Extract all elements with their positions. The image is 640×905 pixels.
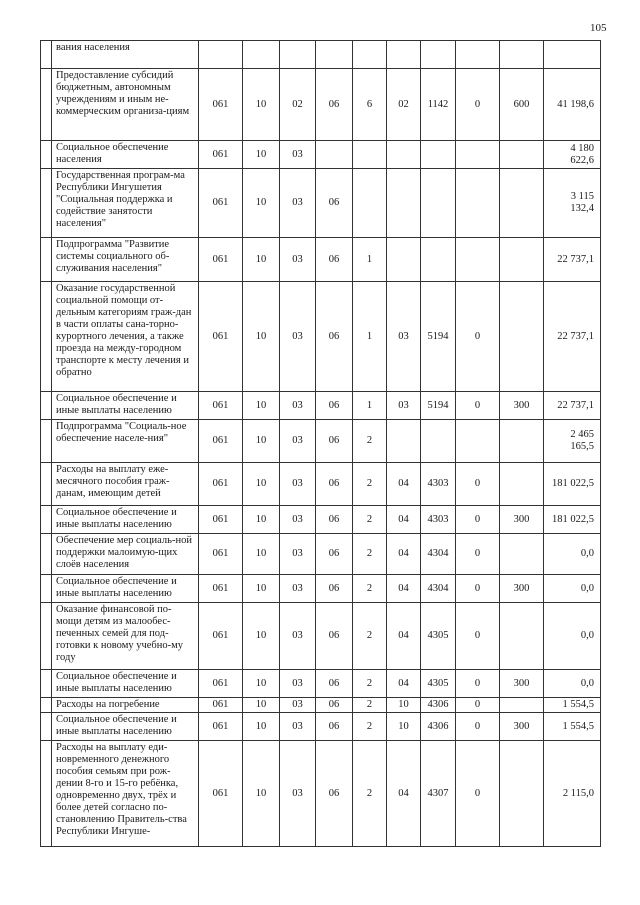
code-cell-c4: 06 [316, 392, 353, 420]
row-name: Социальное обеспечение и иные выплаты населению [52, 713, 199, 741]
row-name: Социальное обеспечение и иные выплаты населению [52, 670, 199, 698]
code-cell-c5: 2 [353, 603, 387, 670]
row-marker-cell [41, 670, 52, 698]
row-name: Социальное обеспечение и иные выплаты населению [52, 575, 199, 603]
row-name: Государственная програм-ма Республики Ингушетия "Социальная поддержка и содействие занятости населения" [52, 169, 199, 238]
code-cell-c3: 03 [280, 463, 316, 506]
code-cell-c6: 10 [387, 698, 421, 713]
code-cell-c5: 1 [353, 238, 387, 282]
code-cell-c9: 600 [500, 69, 544, 141]
code-cell-c7: 4304 [421, 534, 456, 575]
code-cell-c8: 0 [456, 603, 500, 670]
row-name: Обеспечение мер социаль-ной поддержки малоимую-щих слоёв населения [52, 534, 199, 575]
code-cell-c9: 300 [500, 575, 544, 603]
code-cell-c4: 06 [316, 420, 353, 463]
code-cell-c3: 03 [280, 534, 316, 575]
code-cell-c9 [500, 238, 544, 282]
row-name: Расходы на погребение [52, 698, 199, 713]
code-cell-c3: 03 [280, 392, 316, 420]
table-row [41, 603, 601, 670]
code-cell-c9 [500, 603, 544, 670]
code-cell-c2: 10 [243, 169, 280, 238]
code-cell-c2: 10 [243, 670, 280, 698]
code-cell-c9: 300 [500, 670, 544, 698]
code-cell-c9 [500, 741, 544, 847]
code-cell-c5: 2 [353, 741, 387, 847]
code-cell-c2: 10 [243, 282, 280, 392]
row-amount: 1 554,5 [544, 713, 601, 741]
code-cell-c3 [280, 41, 316, 69]
code-cell-c6: 04 [387, 463, 421, 506]
row-name: Предоставление субсидий бюджетным, автономным учреждениям и иным не-коммерческим организа-циям [52, 69, 199, 141]
code-cell-c5 [353, 41, 387, 69]
row-amount: 0,0 [544, 534, 601, 575]
code-cell-c7: 4306 [421, 698, 456, 713]
code-cell-c8 [456, 41, 500, 69]
row-name: Подпрограмма "Социаль-ное обеспечение населе-ния" [52, 420, 199, 463]
code-cell-c7 [421, 420, 456, 463]
code-cell-c1: 061 [199, 670, 243, 698]
budget-table [40, 40, 601, 847]
code-cell-c3: 03 [280, 420, 316, 463]
code-cell-c3: 03 [280, 741, 316, 847]
row-name: Социальное обеспечение и иные выплаты населению [52, 506, 199, 534]
row-amount: 181 022,5 [544, 506, 601, 534]
row-amount: 0,0 [544, 670, 601, 698]
row-marker-cell [41, 741, 52, 847]
code-cell-c5: 1 [353, 282, 387, 392]
row-marker-cell [41, 463, 52, 506]
code-cell-c5: 2 [353, 463, 387, 506]
table-row [41, 463, 601, 506]
code-cell-c7: 5194 [421, 392, 456, 420]
row-amount: 0,0 [544, 575, 601, 603]
row-name: Социальное обеспечение и иные выплаты населению [52, 392, 199, 420]
row-marker-cell [41, 698, 52, 713]
table-row [41, 41, 601, 69]
code-cell-c8: 0 [456, 698, 500, 713]
code-cell-c7: 4304 [421, 575, 456, 603]
code-cell-c2: 10 [243, 741, 280, 847]
code-cell-c2: 10 [243, 463, 280, 506]
code-cell-c1: 061 [199, 575, 243, 603]
code-cell-c6 [387, 41, 421, 69]
code-cell-c8: 0 [456, 713, 500, 741]
code-cell-c1: 061 [199, 534, 243, 575]
code-cell-c1: 061 [199, 463, 243, 506]
code-cell-c1: 061 [199, 506, 243, 534]
table-row [41, 420, 601, 463]
code-cell-c3: 03 [280, 603, 316, 670]
code-cell-c2: 10 [243, 141, 280, 169]
row-marker-cell [41, 534, 52, 575]
code-cell-c1: 061 [199, 169, 243, 238]
code-cell-c4: 06 [316, 463, 353, 506]
row-name: Оказание финансовой по-мощи детям из малообес-печенных семей для под-готовки к новому учебно-му году [52, 603, 199, 670]
row-marker-cell [41, 141, 52, 169]
code-cell-c7 [421, 141, 456, 169]
code-cell-c2 [243, 41, 280, 69]
code-cell-c5 [353, 141, 387, 169]
code-cell-c5: 6 [353, 69, 387, 141]
code-cell-c3: 03 [280, 713, 316, 741]
code-cell-c8: 0 [456, 392, 500, 420]
code-cell-c3: 03 [280, 670, 316, 698]
code-cell-c4: 06 [316, 713, 353, 741]
code-cell-c8: 0 [456, 69, 500, 141]
row-marker-cell [41, 69, 52, 141]
code-cell-c1: 061 [199, 238, 243, 282]
code-cell-c4: 06 [316, 282, 353, 392]
row-amount: 22 737,1 [544, 392, 601, 420]
row-marker-cell [41, 713, 52, 741]
code-cell-c4: 06 [316, 575, 353, 603]
row-amount [544, 41, 601, 69]
code-cell-c5: 2 [353, 698, 387, 713]
table-row [41, 741, 601, 847]
code-cell-c6: 04 [387, 534, 421, 575]
row-name: Оказание государственной социальной помощи от-дельным категориям граж-дан в части оплаты сана-торно-курортного лечения, а также проезда на между-городном транспорте к месту лечения и обратно [52, 282, 199, 392]
code-cell-c2: 10 [243, 575, 280, 603]
code-cell-c7 [421, 169, 456, 238]
code-cell-c8: 0 [456, 282, 500, 392]
code-cell-c1: 061 [199, 698, 243, 713]
code-cell-c5: 1 [353, 392, 387, 420]
code-cell-c6: 10 [387, 713, 421, 741]
row-amount: 22 737,1 [544, 238, 601, 282]
code-cell-c7 [421, 238, 456, 282]
table-row [41, 698, 601, 713]
code-cell-c7: 4305 [421, 603, 456, 670]
code-cell-c4: 06 [316, 698, 353, 713]
table-row [41, 713, 601, 741]
row-amount: 41 198,6 [544, 69, 601, 141]
code-cell-c1: 061 [199, 69, 243, 141]
code-cell-c9 [500, 698, 544, 713]
code-cell-c1: 061 [199, 741, 243, 847]
code-cell-c2: 10 [243, 69, 280, 141]
code-cell-c6: 02 [387, 69, 421, 141]
code-cell-c6: 04 [387, 603, 421, 670]
row-amount: 22 737,1 [544, 282, 601, 392]
code-cell-c5: 2 [353, 575, 387, 603]
table-body [41, 41, 601, 847]
code-cell-c1: 061 [199, 713, 243, 741]
code-cell-c2: 10 [243, 506, 280, 534]
code-cell-c9 [500, 463, 544, 506]
code-cell-c9 [500, 420, 544, 463]
row-amount: 0,0 [544, 603, 601, 670]
code-cell-c4: 06 [316, 169, 353, 238]
code-cell-c2: 10 [243, 420, 280, 463]
code-cell-c5: 2 [353, 420, 387, 463]
row-marker-cell [41, 506, 52, 534]
code-cell-c2: 10 [243, 603, 280, 670]
row-amount: 3 115 132,4 [544, 169, 601, 238]
code-cell-c3: 03 [280, 141, 316, 169]
code-cell-c7: 4306 [421, 713, 456, 741]
row-marker-cell [41, 238, 52, 282]
code-cell-c4 [316, 141, 353, 169]
code-cell-c4: 06 [316, 534, 353, 575]
code-cell-c8: 0 [456, 506, 500, 534]
code-cell-c5: 2 [353, 713, 387, 741]
code-cell-c6: 04 [387, 670, 421, 698]
code-cell-c1 [199, 41, 243, 69]
row-amount: 2 465 165,5 [544, 420, 601, 463]
code-cell-c6: 03 [387, 392, 421, 420]
code-cell-c5: 2 [353, 534, 387, 575]
code-cell-c7 [421, 41, 456, 69]
row-amount: 2 115,0 [544, 741, 601, 847]
code-cell-c4: 06 [316, 603, 353, 670]
table-row [41, 670, 601, 698]
code-cell-c9 [500, 534, 544, 575]
page-number: 105 [590, 22, 607, 34]
code-cell-c7: 1142 [421, 69, 456, 141]
code-cell-c3: 03 [280, 238, 316, 282]
code-cell-c7: 4303 [421, 463, 456, 506]
table-row [41, 392, 601, 420]
code-cell-c8 [456, 420, 500, 463]
row-name: Расходы на выплату еди-новременного денежного пособия семьям при рож-дении 8-го и 15-го ребёнка, одновременно двух, трёх и более детей согласно по-становлению Правитель-ства Республики Ингуше- [52, 741, 199, 847]
row-marker-cell [41, 420, 52, 463]
code-cell-c5: 2 [353, 670, 387, 698]
code-cell-c3: 02 [280, 69, 316, 141]
code-cell-c9 [500, 282, 544, 392]
row-marker-cell [41, 41, 52, 69]
row-marker-cell [41, 575, 52, 603]
row-name: Подпрограмма "Развитие системы социального об-служивания населения" [52, 238, 199, 282]
table-row [41, 69, 601, 141]
code-cell-c8: 0 [456, 463, 500, 506]
code-cell-c2: 10 [243, 713, 280, 741]
code-cell-c2: 10 [243, 392, 280, 420]
code-cell-c1: 061 [199, 392, 243, 420]
row-marker-cell [41, 282, 52, 392]
code-cell-c1: 061 [199, 141, 243, 169]
row-name: вания населения [52, 41, 199, 69]
table-row [41, 506, 601, 534]
code-cell-c6 [387, 238, 421, 282]
code-cell-c9: 300 [500, 713, 544, 741]
code-cell-c3: 03 [280, 575, 316, 603]
row-amount: 4 180 622,6 [544, 141, 601, 169]
code-cell-c1: 061 [199, 282, 243, 392]
code-cell-c5: 2 [353, 506, 387, 534]
code-cell-c9: 300 [500, 392, 544, 420]
code-cell-c2: 10 [243, 238, 280, 282]
code-cell-c4: 06 [316, 238, 353, 282]
code-cell-c6 [387, 141, 421, 169]
table-row [41, 169, 601, 238]
code-cell-c8: 0 [456, 575, 500, 603]
code-cell-c3: 03 [280, 506, 316, 534]
code-cell-c9 [500, 141, 544, 169]
row-marker-cell [41, 392, 52, 420]
code-cell-c2: 10 [243, 698, 280, 713]
code-cell-c6: 03 [387, 282, 421, 392]
code-cell-c4: 06 [316, 741, 353, 847]
code-cell-c8 [456, 141, 500, 169]
table-row [41, 238, 601, 282]
table-row [41, 575, 601, 603]
code-cell-c9 [500, 169, 544, 238]
code-cell-c1: 061 [199, 420, 243, 463]
table-row [41, 141, 601, 169]
code-cell-c4 [316, 41, 353, 69]
code-cell-c6 [387, 420, 421, 463]
row-name: Расходы на выплату еже-месячного пособия граж-данам, имеющим детей [52, 463, 199, 506]
code-cell-c8 [456, 238, 500, 282]
code-cell-c3: 03 [280, 169, 316, 238]
code-cell-c2: 10 [243, 534, 280, 575]
code-cell-c4: 06 [316, 670, 353, 698]
row-marker-cell [41, 169, 52, 238]
code-cell-c6: 04 [387, 741, 421, 847]
code-cell-c7: 4303 [421, 506, 456, 534]
code-cell-c8 [456, 169, 500, 238]
row-amount: 181 022,5 [544, 463, 601, 506]
code-cell-c4: 06 [316, 69, 353, 141]
code-cell-c7: 4307 [421, 741, 456, 847]
row-name: Социальное обеспечение населения [52, 141, 199, 169]
table-row [41, 282, 601, 392]
code-cell-c3: 03 [280, 282, 316, 392]
code-cell-c7: 4305 [421, 670, 456, 698]
row-amount: 1 554,5 [544, 698, 601, 713]
code-cell-c9: 300 [500, 506, 544, 534]
code-cell-c8: 0 [456, 741, 500, 847]
code-cell-c1: 061 [199, 603, 243, 670]
code-cell-c8: 0 [456, 534, 500, 575]
code-cell-c7: 5194 [421, 282, 456, 392]
code-cell-c3: 03 [280, 698, 316, 713]
code-cell-c9 [500, 41, 544, 69]
table-row [41, 534, 601, 575]
code-cell-c8: 0 [456, 670, 500, 698]
code-cell-c6 [387, 169, 421, 238]
code-cell-c6: 04 [387, 506, 421, 534]
row-marker-cell [41, 603, 52, 670]
code-cell-c5 [353, 169, 387, 238]
code-cell-c4: 06 [316, 506, 353, 534]
code-cell-c6: 04 [387, 575, 421, 603]
